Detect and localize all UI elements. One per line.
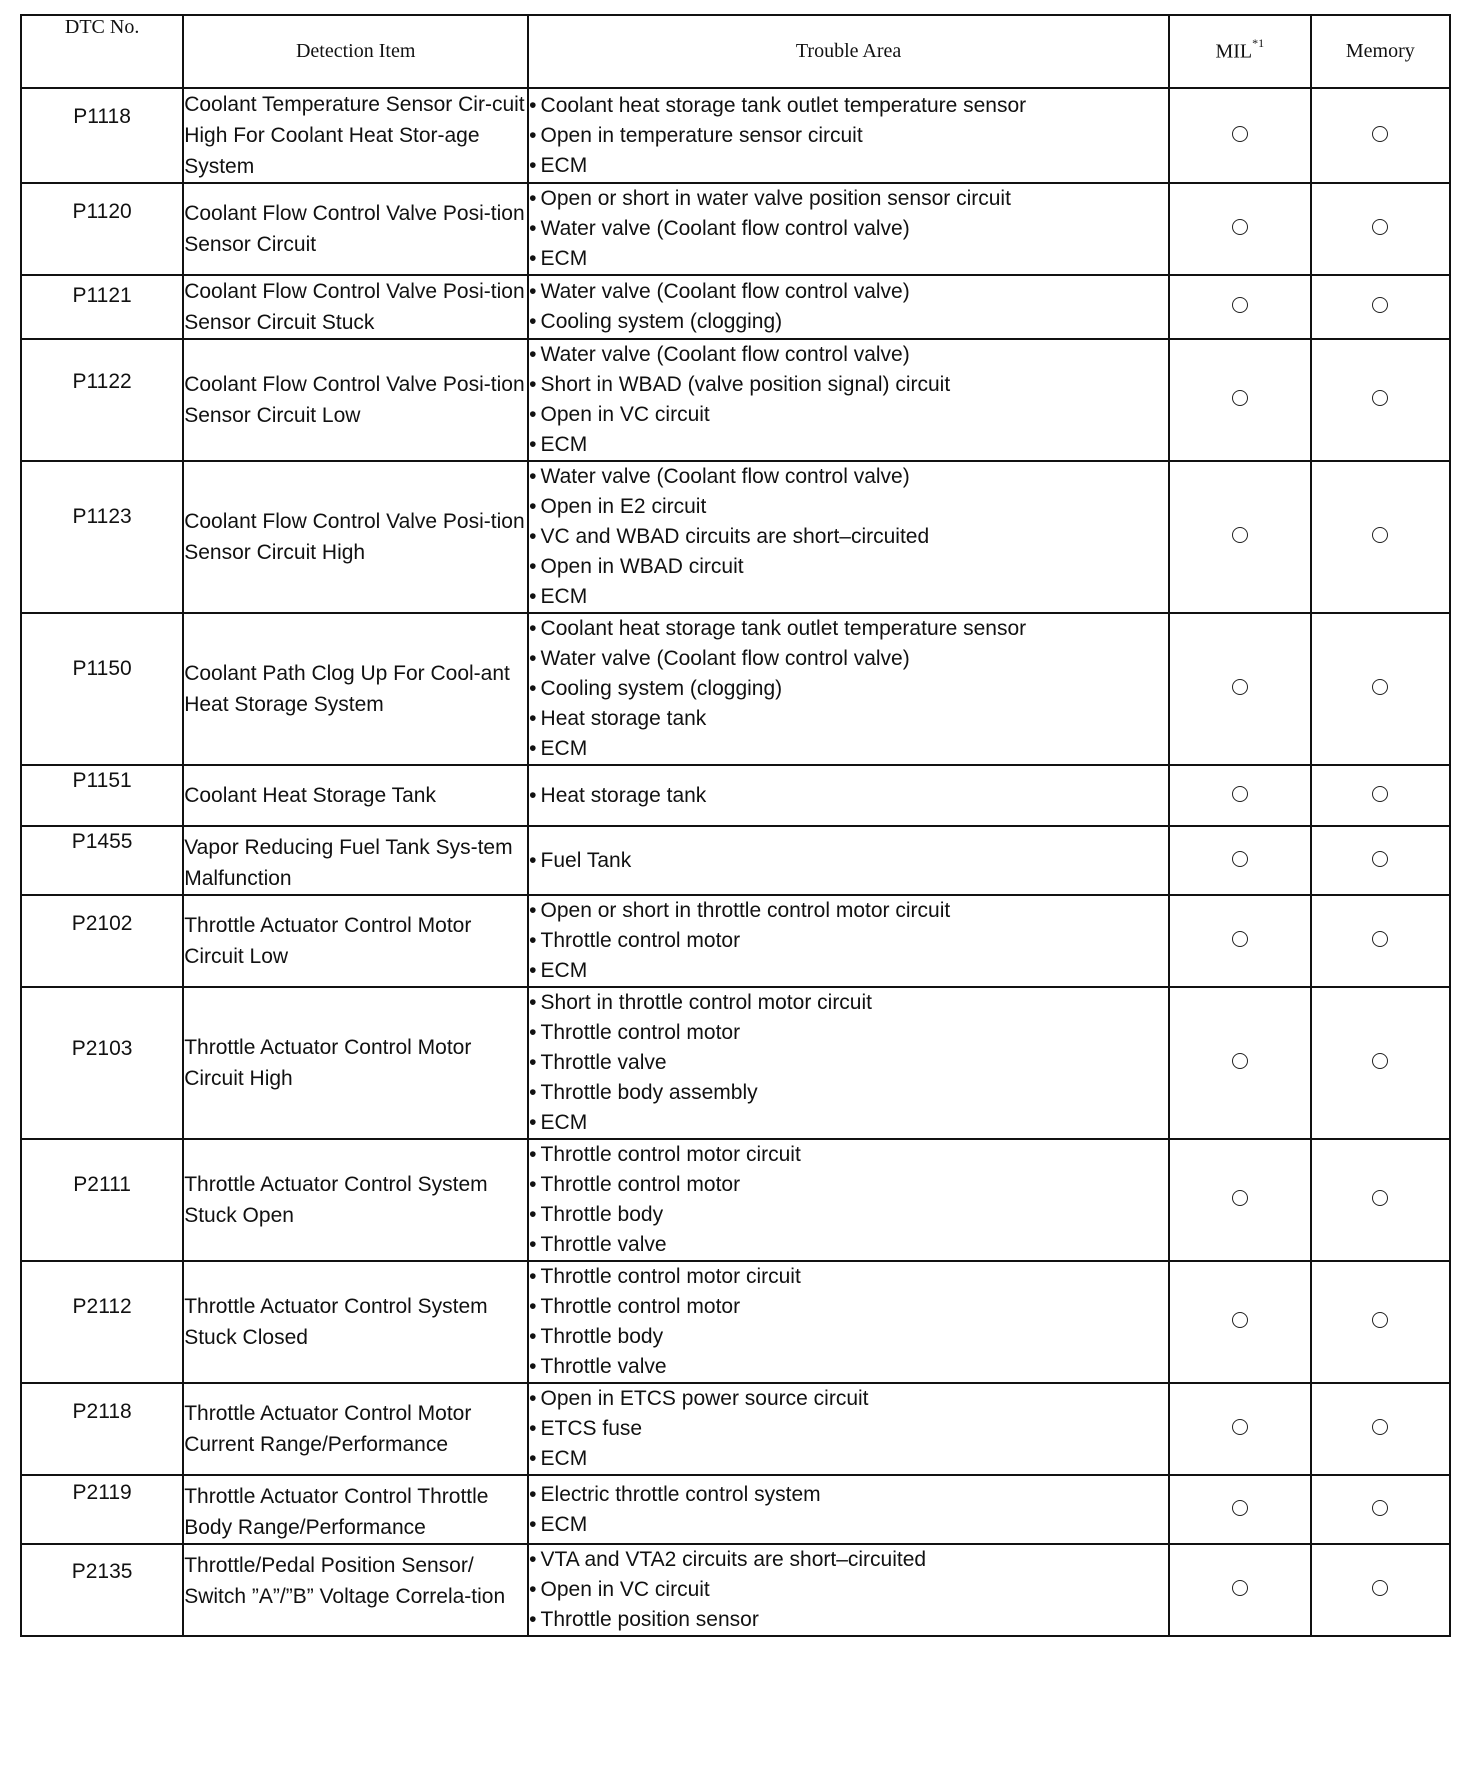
trouble-area bbox=[528, 1475, 1169, 1544]
memory-cell bbox=[1311, 895, 1450, 987]
trouble-area-item: • Water valve (Coolant flow control valve) bbox=[529, 277, 1168, 307]
trouble-area-item: • Water valve (Coolant flow control valve) bbox=[529, 340, 1168, 370]
dtc-code: P2118 bbox=[21, 1383, 183, 1475]
dtc-code: P1455 bbox=[21, 826, 183, 895]
detection-item: Coolant Path Clog Up For Cool-ant Heat Storage System bbox=[183, 613, 528, 765]
trouble-area-item: • Cooling system (clogging) bbox=[529, 307, 1168, 337]
trouble-area-item: • Open in temperature sensor circuit bbox=[529, 121, 1168, 151]
mil-cell bbox=[1169, 88, 1311, 183]
header-dtc-no: DTC No. bbox=[21, 15, 183, 88]
trouble-area bbox=[528, 1139, 1169, 1261]
memory-cell bbox=[1311, 1261, 1450, 1383]
trouble-area-item: • VTA and VTA2 circuits are short–circuited bbox=[529, 1545, 1168, 1575]
mil-cell bbox=[1169, 183, 1311, 275]
trouble-area-item: • Water valve (Coolant flow control valve) bbox=[529, 644, 1168, 674]
trouble-area bbox=[528, 826, 1169, 895]
trouble-area bbox=[528, 765, 1169, 826]
memory-cell bbox=[1311, 88, 1450, 183]
memory-circle-icon bbox=[1372, 1312, 1388, 1328]
trouble-area-item: • Open in VC circuit bbox=[529, 1575, 1168, 1605]
dtc-code: P2135 bbox=[21, 1544, 183, 1636]
memory-circle-icon bbox=[1372, 527, 1388, 543]
header-row bbox=[21, 15, 1450, 88]
trouble-area bbox=[528, 275, 1169, 339]
detection-item: Throttle Actuator Control Motor Current Range/Performance bbox=[183, 1383, 528, 1475]
trouble-area-item: • ECM bbox=[529, 1444, 1168, 1474]
trouble-area-item: • Throttle valve bbox=[529, 1230, 1168, 1260]
table-row bbox=[21, 275, 1450, 339]
mil-circle-icon bbox=[1232, 1580, 1248, 1596]
table-row bbox=[21, 1383, 1450, 1475]
trouble-area bbox=[528, 1383, 1169, 1475]
memory-cell bbox=[1311, 1383, 1450, 1475]
table-row bbox=[21, 461, 1450, 613]
memory-circle-icon bbox=[1372, 679, 1388, 695]
mil-label: MIL bbox=[1215, 40, 1253, 63]
trouble-area-item: • Throttle body bbox=[529, 1200, 1168, 1230]
trouble-area-item: • ECM bbox=[529, 956, 1168, 986]
mil-cell bbox=[1169, 895, 1311, 987]
trouble-area-item: • Open in WBAD circuit bbox=[529, 552, 1168, 582]
dtc-code: P2111 bbox=[21, 1139, 183, 1261]
trouble-area-item: • ECM bbox=[529, 1510, 1168, 1540]
mil-circle-icon bbox=[1232, 527, 1248, 543]
mil-cell bbox=[1169, 987, 1311, 1139]
table-row bbox=[21, 1139, 1450, 1261]
dtc-table bbox=[20, 14, 1451, 1637]
trouble-area-item: • Throttle control motor bbox=[529, 1018, 1168, 1048]
memory-circle-icon bbox=[1372, 390, 1388, 406]
mil-cell bbox=[1169, 765, 1311, 826]
mil-cell bbox=[1169, 1475, 1311, 1544]
trouble-area-item: • ETCS fuse bbox=[529, 1414, 1168, 1444]
trouble-area-item: • Throttle valve bbox=[529, 1352, 1168, 1382]
trouble-area-item: • Coolant heat storage tank outlet temperature sensor bbox=[529, 91, 1168, 121]
detection-item: Coolant Temperature Sensor Cir-cuit High For Coolant Heat Stor-age System bbox=[183, 88, 528, 183]
trouble-area-item: • ECM bbox=[529, 430, 1168, 460]
mil-circle-icon bbox=[1232, 219, 1248, 235]
header-detection-item: Detection Item bbox=[183, 15, 528, 88]
dtc-code: P1123 bbox=[21, 461, 183, 613]
table-row bbox=[21, 1544, 1450, 1636]
mil-cell bbox=[1169, 1383, 1311, 1475]
dtc-table-page bbox=[20, 14, 1451, 1637]
trouble-area-item: • Throttle control motor circuit bbox=[529, 1262, 1168, 1292]
trouble-area-item: • Cooling system (clogging) bbox=[529, 674, 1168, 704]
mil-circle-icon bbox=[1232, 297, 1248, 313]
trouble-area-item: • Coolant heat storage tank outlet temperature sensor bbox=[529, 614, 1168, 644]
trouble-area-item: • Throttle control motor bbox=[529, 1170, 1168, 1200]
memory-cell bbox=[1311, 1475, 1450, 1544]
mil-cell bbox=[1169, 826, 1311, 895]
trouble-area-item: • Fuel Tank bbox=[529, 846, 1168, 876]
table-row bbox=[21, 339, 1450, 461]
table-row bbox=[21, 765, 1450, 826]
dtc-code: P1151 bbox=[21, 765, 183, 826]
header-mil bbox=[1169, 15, 1311, 88]
memory-cell bbox=[1311, 275, 1450, 339]
trouble-area bbox=[528, 1544, 1169, 1636]
header-memory: Memory bbox=[1311, 15, 1450, 88]
detection-item: Throttle Actuator Control Throttle Body Range/Performance bbox=[183, 1475, 528, 1544]
mil-cell bbox=[1169, 461, 1311, 613]
memory-cell bbox=[1311, 461, 1450, 613]
table-row bbox=[21, 183, 1450, 275]
dtc-code: P2103 bbox=[21, 987, 183, 1139]
trouble-area-item: • Water valve (Coolant flow control valve) bbox=[529, 462, 1168, 492]
memory-circle-icon bbox=[1372, 1500, 1388, 1516]
trouble-area-item: • Open in ETCS power source circuit bbox=[529, 1384, 1168, 1414]
mil-cell bbox=[1169, 1139, 1311, 1261]
trouble-area bbox=[528, 339, 1169, 461]
mil-cell bbox=[1169, 275, 1311, 339]
detection-item: Throttle/Pedal Position Sensor/ Switch ”A”/”B” Voltage Correla-tion bbox=[183, 1544, 528, 1636]
detection-item: Vapor Reducing Fuel Tank Sys-tem Malfunction bbox=[183, 826, 528, 895]
memory-circle-icon bbox=[1372, 219, 1388, 235]
mil-circle-icon bbox=[1232, 390, 1248, 406]
trouble-area-item: • Short in throttle control motor circuit bbox=[529, 988, 1168, 1018]
table-row bbox=[21, 1475, 1450, 1544]
memory-cell bbox=[1311, 826, 1450, 895]
trouble-area-item: • Short in WBAD (valve position signal) circuit bbox=[529, 370, 1168, 400]
mil-circle-icon bbox=[1232, 1053, 1248, 1069]
memory-cell bbox=[1311, 1139, 1450, 1261]
mil-circle-icon bbox=[1232, 679, 1248, 695]
detection-item: Coolant Flow Control Valve Posi-tion Sensor Circuit Low bbox=[183, 339, 528, 461]
mil-cell bbox=[1169, 1544, 1311, 1636]
trouble-area-item: • ECM bbox=[529, 734, 1168, 764]
memory-circle-icon bbox=[1372, 1190, 1388, 1206]
detection-item: Coolant Flow Control Valve Posi-tion Sensor Circuit Stuck bbox=[183, 275, 528, 339]
mil-footnote: *1 bbox=[1252, 36, 1265, 51]
dtc-code: P1118 bbox=[21, 88, 183, 183]
memory-cell bbox=[1311, 987, 1450, 1139]
memory-circle-icon bbox=[1372, 297, 1388, 313]
memory-circle-icon bbox=[1372, 786, 1388, 802]
trouble-area bbox=[528, 1261, 1169, 1383]
mil-cell bbox=[1169, 613, 1311, 765]
table-row bbox=[21, 613, 1450, 765]
trouble-area-item: • Heat storage tank bbox=[529, 781, 1168, 811]
trouble-area-item: • Throttle body bbox=[529, 1322, 1168, 1352]
mil-circle-icon bbox=[1232, 1190, 1248, 1206]
trouble-area-item: • Open or short in throttle control motor circuit bbox=[529, 896, 1168, 926]
table-row bbox=[21, 826, 1450, 895]
trouble-area bbox=[528, 895, 1169, 987]
memory-cell bbox=[1311, 183, 1450, 275]
trouble-area-item: • VC and WBAD circuits are short–circuited bbox=[529, 522, 1168, 552]
trouble-area-item: • ECM bbox=[529, 244, 1168, 274]
dtc-code: P2112 bbox=[21, 1261, 183, 1383]
memory-cell bbox=[1311, 339, 1450, 461]
memory-cell bbox=[1311, 613, 1450, 765]
dtc-code: P2119 bbox=[21, 1475, 183, 1544]
trouble-area bbox=[528, 613, 1169, 765]
table-row bbox=[21, 895, 1450, 987]
detection-item: Throttle Actuator Control Motor Circuit High bbox=[183, 987, 528, 1139]
dtc-code: P1150 bbox=[21, 613, 183, 765]
memory-circle-icon bbox=[1372, 851, 1388, 867]
memory-circle-icon bbox=[1372, 1580, 1388, 1596]
table-row bbox=[21, 1261, 1450, 1383]
trouble-area-item: • Throttle position sensor bbox=[529, 1605, 1168, 1635]
trouble-area-item: • Open in E2 circuit bbox=[529, 492, 1168, 522]
trouble-area-item: • ECM bbox=[529, 582, 1168, 612]
trouble-area-item: • Heat storage tank bbox=[529, 704, 1168, 734]
trouble-area-item: • ECM bbox=[529, 1108, 1168, 1138]
mil-circle-icon bbox=[1232, 931, 1248, 947]
trouble-area-item: • Throttle control motor bbox=[529, 926, 1168, 956]
trouble-area bbox=[528, 183, 1169, 275]
trouble-area-item: • Electric throttle control system bbox=[529, 1480, 1168, 1510]
trouble-area-item: • Water valve (Coolant flow control valve) bbox=[529, 214, 1168, 244]
detection-item: Coolant Flow Control Valve Posi-tion Sensor Circuit bbox=[183, 183, 528, 275]
memory-cell bbox=[1311, 1544, 1450, 1636]
mil-circle-icon bbox=[1232, 1500, 1248, 1516]
detection-item: Coolant Heat Storage Tank bbox=[183, 765, 528, 826]
dtc-code: P1120 bbox=[21, 183, 183, 275]
memory-circle-icon bbox=[1372, 931, 1388, 947]
mil-circle-icon bbox=[1232, 851, 1248, 867]
detection-item: Coolant Flow Control Valve Posi-tion Sensor Circuit High bbox=[183, 461, 528, 613]
trouble-area-item: • Throttle control motor bbox=[529, 1292, 1168, 1322]
detection-item: Throttle Actuator Control System Stuck Closed bbox=[183, 1261, 528, 1383]
trouble-area-item: • ECM bbox=[529, 151, 1168, 181]
mil-circle-icon bbox=[1232, 786, 1248, 802]
mil-circle-icon bbox=[1232, 126, 1248, 142]
mil-circle-icon bbox=[1232, 1312, 1248, 1328]
trouble-area bbox=[528, 461, 1169, 613]
detection-item: Throttle Actuator Control Motor Circuit Low bbox=[183, 895, 528, 987]
trouble-area-item: • Open or short in water valve position sensor circuit bbox=[529, 184, 1168, 214]
memory-circle-icon bbox=[1372, 1419, 1388, 1435]
trouble-area-item: • Throttle valve bbox=[529, 1048, 1168, 1078]
mil-circle-icon bbox=[1232, 1419, 1248, 1435]
memory-cell bbox=[1311, 765, 1450, 826]
trouble-area bbox=[528, 987, 1169, 1139]
mil-cell bbox=[1169, 1261, 1311, 1383]
table-row bbox=[21, 88, 1450, 183]
dtc-code: P1121 bbox=[21, 275, 183, 339]
mil-cell bbox=[1169, 339, 1311, 461]
dtc-code: P1122 bbox=[21, 339, 183, 461]
trouble-area bbox=[528, 88, 1169, 183]
memory-circle-icon bbox=[1372, 126, 1388, 142]
memory-circle-icon bbox=[1372, 1053, 1388, 1069]
header-trouble-area: Trouble Area bbox=[528, 15, 1169, 88]
detection-item: Throttle Actuator Control System Stuck Open bbox=[183, 1139, 528, 1261]
dtc-code: P2102 bbox=[21, 895, 183, 987]
trouble-area-item: • Throttle body assembly bbox=[529, 1078, 1168, 1108]
trouble-area-item: • Throttle control motor circuit bbox=[529, 1140, 1168, 1170]
trouble-area-item: • Open in VC circuit bbox=[529, 400, 1168, 430]
table-row bbox=[21, 987, 1450, 1139]
